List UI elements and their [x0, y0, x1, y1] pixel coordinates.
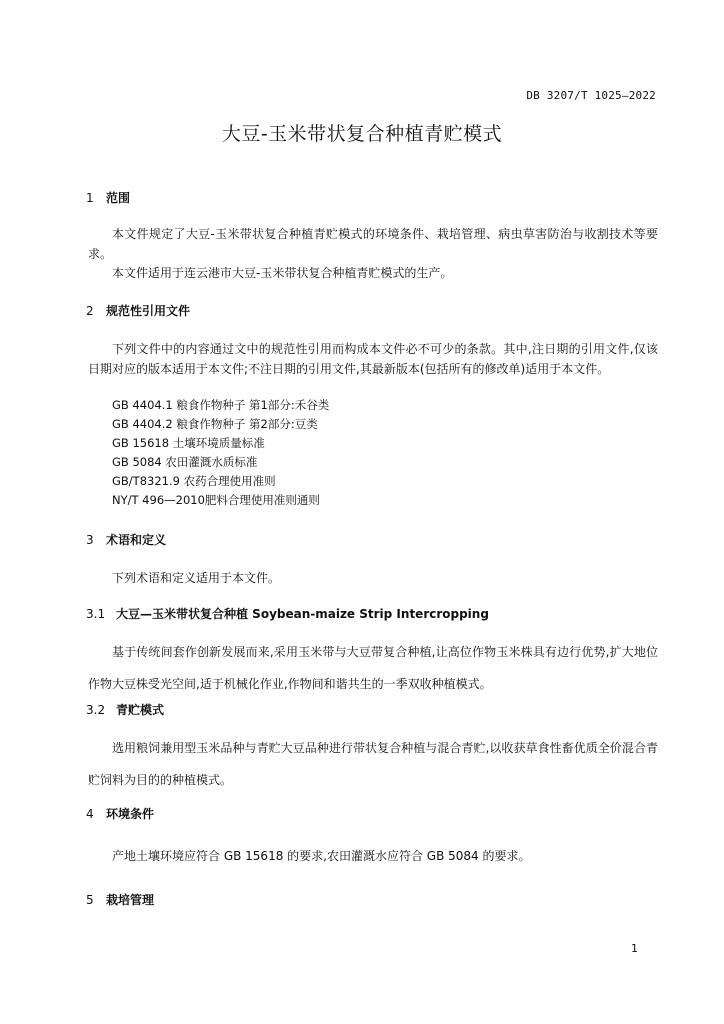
- section-number: 5: [86, 893, 94, 907]
- section-heading-2: [86, 302, 190, 319]
- section-heading-5: [86, 891, 154, 908]
- reference-item: NY/T 496—2010肥料合理使用准则通则: [112, 493, 320, 507]
- subsection-number: 3.2: [86, 703, 106, 717]
- reference-item: GB 4404.2 粮食作物种子 第2部分:豆类: [112, 417, 318, 431]
- paragraph: 本文件规定了大豆-玉米带状复合种植青贮模式的环境条件、栽培管理、病虫草害防治与收割技术等要求。: [88, 227, 658, 261]
- section-number: 3: [86, 533, 94, 547]
- section-title: 范围: [106, 191, 131, 205]
- doc-number: DB 3207/T 1025—2022: [526, 89, 656, 102]
- subsection-title: 大豆—玉米带状复合种植 Soybean-maize Strip Intercropping: [116, 607, 489, 621]
- reference-item: GB 5084 农田灌溉水质标准: [112, 455, 258, 469]
- reference-item: GB 15618 土壤环境质量标准: [112, 436, 265, 450]
- subsection-heading-3-1: [86, 605, 489, 622]
- subsection-title: 青贮模式: [116, 703, 165, 717]
- reference-item: GB/T8321.9 农药合理使用准则: [112, 474, 276, 488]
- section-heading-1: [86, 189, 130, 206]
- document-title: 大豆-玉米带状复合种植青贮模式: [221, 123, 503, 145]
- paragraph: 本文件适用于连云港市大豆-玉米带状复合种植青贮模式的生产。: [112, 266, 453, 280]
- paragraph: 产地土壤环境应符合 GB 15618 的要求,农田灌溉水应符合 GB 5084 的要求。: [112, 849, 531, 863]
- subsection-heading-3-2: [86, 701, 164, 718]
- subsection-number: 3.1: [86, 607, 106, 621]
- section-title: 栽培管理: [106, 893, 155, 907]
- page-number: 1: [631, 942, 638, 955]
- section-heading-3: [86, 531, 166, 548]
- paragraph: 选用粮饲兼用型玉米品种与青贮大豆品种进行带状复合种植与混合青贮,以收获草食性畜优质全价混合青贮饲料为目的的种植模式。: [88, 741, 658, 787]
- section-title: 规范性引用文件: [106, 304, 191, 318]
- paragraph: 下列术语和定义适用于本文件。: [112, 571, 281, 585]
- section-number: 4: [86, 807, 94, 821]
- section-title: 术语和定义: [106, 533, 167, 547]
- section-number: 1: [86, 191, 94, 205]
- paragraph: 下列文件中的内容通过文中的规范性引用而构成本文件必不可少的条款。其中,注日期的引用文件,仅该日期对应的版本适用于本文件;不注日期的引用文件,其最新版本(包括所有的修改单)适用于本文件。: [88, 342, 658, 376]
- reference-item: GB 4404.1 粮食作物种子 第1部分:禾谷类: [112, 398, 330, 412]
- section-number: 2: [86, 304, 94, 318]
- section-title: 环境条件: [106, 807, 155, 821]
- paragraph: 基于传统间套作创新发展而来,采用玉米带与大豆带复合种植,让高位作物玉米株具有边行优势,扩大地位作物大豆株受光空间,适于机械化作业,作物间和谐共生的一季双收种植模式。: [88, 645, 658, 691]
- section-heading-4: [86, 805, 154, 822]
